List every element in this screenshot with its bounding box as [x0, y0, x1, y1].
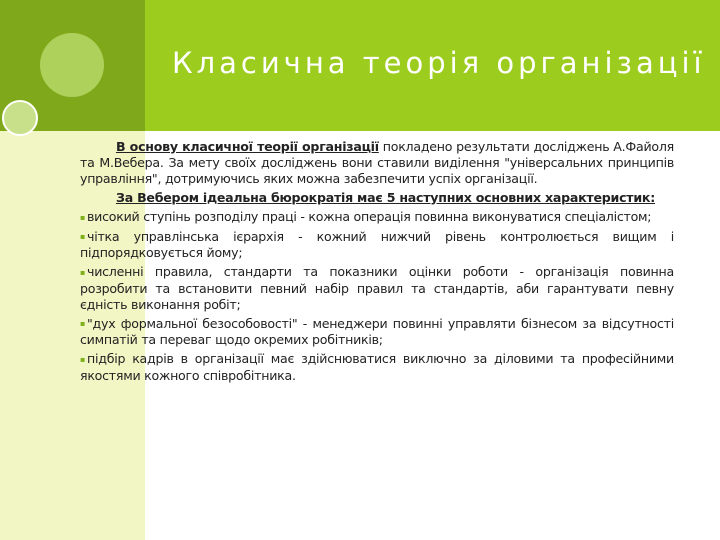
slide-title: Класична теорія організації — [172, 46, 706, 80]
weber-heading-text: За Вебером ідеальна бюрократія має 5 наступних основних характеристик: — [116, 190, 656, 205]
list-item-text: чітка управлінська ієрархія - кожний нижчий рівень контролюється вищим і підпорядковується йому; — [80, 228, 674, 260]
weber-heading — [80, 190, 674, 206]
bullet-icon: ▪ — [80, 354, 86, 364]
decor-circle-small — [2, 100, 38, 136]
list-item-text: численні правила, стандарти та показники оцінки роботи - організація повинна розробити та встановити певний набір правил та стандартів, аби гарантувати певну єдність виконання робіт; — [80, 264, 674, 312]
slide-body — [80, 139, 674, 384]
list-item-text: підбір кадрів в організації має здійснюватися виключно за діловими та професійними якостями кожного співробітника. — [80, 351, 674, 383]
decor-circle-large — [40, 33, 104, 97]
list-item — [80, 316, 674, 349]
header-divider — [145, 131, 720, 133]
intro-rest: покладено результати досліджень А.Файоля та М.Вебера. За мету своїх досліджень вони ставили виділення "універсальних принципів управління", дотримуючись яких можна забезпечити успіх організації. — [80, 139, 674, 186]
list-item — [80, 229, 674, 262]
intro-lead: В основу класичної теорії організації — [116, 139, 379, 154]
bullet-icon: ▪ — [80, 212, 86, 222]
bullet-icon: ▪ — [80, 267, 86, 277]
list-item — [80, 351, 674, 384]
list-item-text: "дух формальної безособовості" - менеджери повинні управляти бізнесом за відсутності симпатій та переваг щодо окремих робітників; — [80, 315, 674, 347]
list-item — [80, 209, 674, 226]
list-item — [80, 264, 674, 313]
bullet-icon: ▪ — [80, 232, 86, 241]
intro-paragraph — [80, 139, 674, 187]
list-item-text: високий ступінь розподілу праці - кожна операція повинна виконуватися спеціалістом; — [87, 209, 652, 224]
bullet-icon: ▪ — [80, 319, 86, 328]
